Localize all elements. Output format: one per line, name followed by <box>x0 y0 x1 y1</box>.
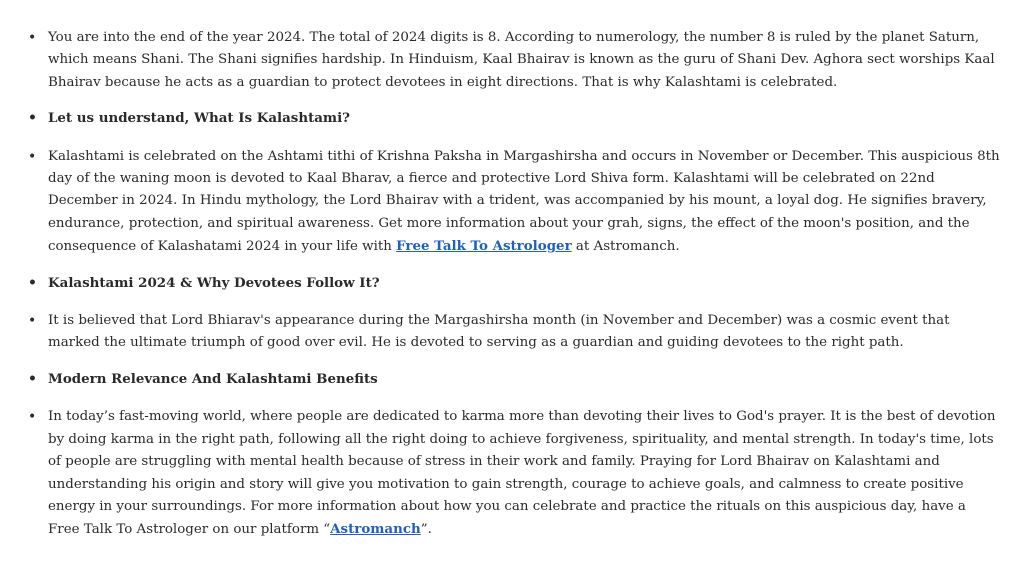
section-heading-what-is-kalashtami: Let us understand, What Is Kalashtami? <box>48 110 351 127</box>
paragraph-text: In today’s fast-moving world, where people are dedicated to karma more than devoting their lives to God's prayer. It is the best of devotion by doing karma in the right path, following all the right doing to achieve forgiveness, spirituality, and mental strength. In today's time, lots of people are struggling with mental health because of stress in their work and family. Praying for Lord Bhairav on Kalashtami and understanding his origin and story will give you motivation to gain strength, courage to achieve goals, and calmness to create positive energy in your surroundings. For more information about how you can celebrate and practice the rituals on this auspicious day, have a Free Talk To Astrologer on our platform “ <box>48 409 996 538</box>
bullet-dot: • <box>28 110 37 127</box>
list-item <box>28 310 1000 355</box>
paragraph-tail: ”. <box>420 522 432 538</box>
list-item <box>28 368 1000 390</box>
bullet-dot: • <box>28 274 37 291</box>
bullet-list <box>28 27 1000 542</box>
free-talk-to-astrologer-link[interactable]: Free Talk To Astrologer <box>396 238 572 255</box>
list-item <box>28 27 1000 94</box>
bullet-dot: • <box>28 30 37 46</box>
list-item <box>28 406 1000 541</box>
paragraph-modern-relevance <box>48 409 996 537</box>
bullet-dot: • <box>28 313 37 330</box>
paragraph-text: Kalashtami is celebrated on the Ashtami tithi of Krishna Paksha in Margashirsha and occurs in November or December. This auspicious 8th day of the waning moon is devoted to Kaal Bharav, a fierce and protective Lord Shiva form. Kalashtami will be celebrated on 22nd December in 2024. In Hindu mythology, the Lord Bhairav with a trident, was accompanied by his mount, a loyal dog. He signifies bravery, endurance, protection, and spiritual awareness. Get more information about your grah, signs, the effect of the moon's position, and the consequence of Kalashatami 2024 in your life with <box>48 148 1000 255</box>
list-item <box>28 107 1000 129</box>
paragraph-numerology: You are into the end of the year 2024. The total of 2024 digits is 8. According to numerology, the number 8 is ruled by the planet Saturn, which means Shani. The Shani signifies hardship. In Hinduism, Kaal Bhairav is known as the guru of Shani Dev. Aghora sect worships Kaal Bhairav because he acts as a guardian to protect devotees in eight directions. That is why Kalashtami is celebrated. <box>48 30 995 90</box>
section-heading-why-devotees-follow: Kalashtami 2024 & Why Devotees Follow It? <box>48 274 380 291</box>
paragraph-kalashtami-description <box>48 149 1000 255</box>
bullet-dot: • <box>28 370 37 387</box>
paragraph-tail: at Astromanch. <box>571 239 680 255</box>
astromanch-link[interactable]: Astromanch <box>330 521 421 538</box>
paragraph-cosmic-event: It is believed that Lord Bhiarav's appearance during the Margashirsha month (in November and December) was a cosmic event that marked the ultimate triumph of good over evil. He is devoted to serving as a guardian and guiding devotees to the right path. <box>48 313 950 351</box>
bullet-dot: • <box>28 148 37 165</box>
bullet-dot: • <box>28 409 37 426</box>
list-item <box>28 146 1000 259</box>
list-item <box>28 272 1000 294</box>
section-heading-modern-relevance: Modern Relevance And Kalashtami Benefits <box>48 370 378 387</box>
